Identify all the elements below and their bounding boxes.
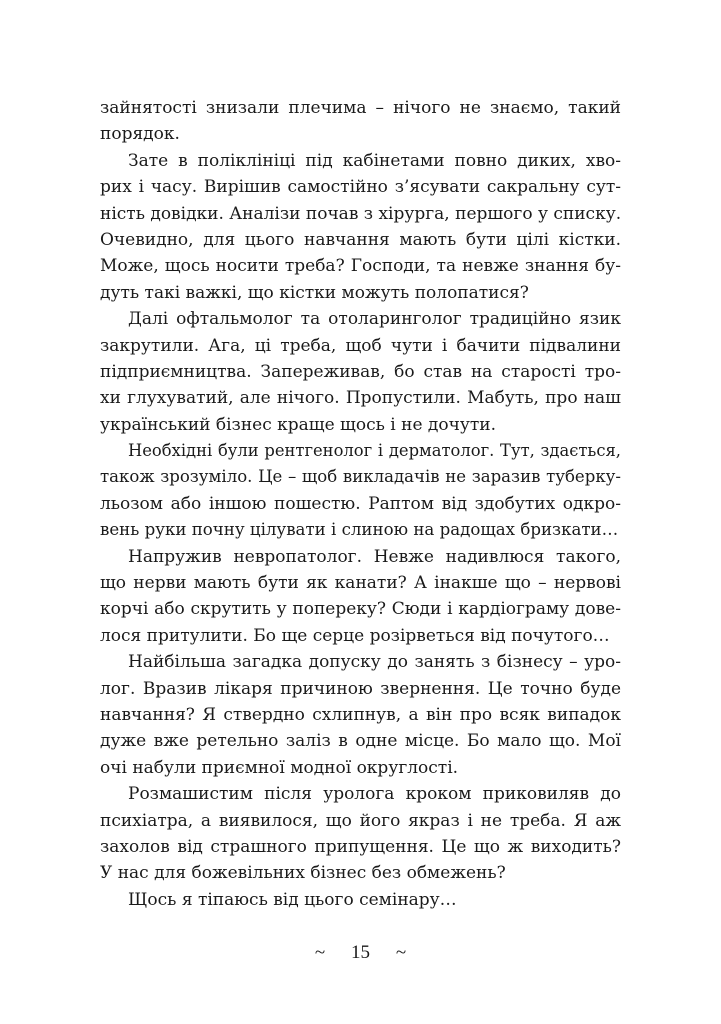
paragraph (100, 148, 621, 306)
text-line: Щось я тіпаюсь від цього семінару… (128, 889, 457, 910)
text-line: У нас для божевільних бізнес без обмежень? (100, 863, 506, 884)
text-line: вень руки почну цілувати і слиною на радощах бризкати… (100, 520, 619, 540)
text-line: льозом або іншою пошестю. Раптом від здобутих одкро- (100, 493, 621, 514)
paragraph (100, 781, 621, 887)
body-text (100, 95, 621, 913)
text-line: Очевидно, для цього навчання мають бути цілі кістки. (100, 229, 621, 250)
text-line: також зрозуміло. Це – щоб викладачів не заразив туберку- (100, 467, 621, 487)
text-line: закрутили. Ага, ці треба, щоб чути і бачити підвалини (100, 335, 621, 356)
folio-ornament-left: ~ (314, 942, 326, 963)
text-line: лося притулити. Бо ще серце розірветься від почутого… (100, 625, 610, 646)
text-line: Напружив невропатолог. Невже надивлюся такого, (128, 546, 621, 567)
text-line: Може, щось носити треба? Господи, та невже знання бу- (100, 256, 621, 277)
text-line: хи глухуватий, але нічого. Пропустили. Мабуть, про наш (100, 388, 621, 409)
text-line: український бізнес краще щось і не дочути. (100, 414, 496, 435)
text-line: захолов від страшного припущення. Це що ж виходить? (100, 836, 621, 857)
text-line: ність довідки. Аналізи почав з хірурга, першого у списку. (100, 203, 621, 224)
page-footer (0, 940, 721, 966)
text-line: Найбільша загадка допуску до занять з бізнесу – уро- (128, 652, 621, 673)
text-line: навчання? Я ствердно схлипнув, а він про всяк випадок (100, 704, 621, 725)
page-number: 15 (351, 942, 370, 963)
folio-ornament-right: ~ (395, 942, 407, 963)
text-line: очі набули приємної модної округлості. (100, 757, 459, 778)
text-line: Розмашистим після уролога кроком приковиляв до (128, 784, 621, 805)
text-line: Зате в поліклініці під кабінетами повно диких, хво- (128, 150, 621, 171)
text-line: що нерви мають бути як канати? А інакше що – нервові (100, 573, 621, 594)
text-line: зайнятості знизали плечима – нічого не знаємо, такий (100, 98, 621, 118)
text-line: підприємництва. Запереживав, бо став на старості тро- (100, 361, 621, 382)
text-line: рих і часу. Вирішив самостійно з’ясувати сакральну сут- (100, 177, 621, 198)
text-line: Необхідні були рентгенолог і дерматолог. Тут, здається, (128, 441, 621, 461)
text-line: психіатра, а виявилося, що його якраз і не треба. Я аж (100, 810, 621, 831)
text-line: Далі офтальмолог та отоларинголог традиційно язик (128, 309, 621, 330)
text-line: лог. Вразив лікаря причиною звернення. Це точно буде (100, 678, 621, 699)
text-line: дуже вже ретельно заліз в одне місце. Бо мало що. Мої (100, 731, 621, 752)
paragraph (100, 306, 621, 438)
paragraph (100, 649, 621, 781)
paragraph (100, 438, 621, 544)
text-line: дуть такі важкі, що кістки можуть полопатися? (100, 282, 529, 303)
text-line: корчі або скрутить у попереку? Сюди і кардіограму дове- (100, 599, 621, 620)
paragraph (100, 95, 621, 148)
paragraph (100, 544, 621, 650)
text-line: порядок. (100, 124, 180, 145)
paragraph (100, 887, 621, 913)
